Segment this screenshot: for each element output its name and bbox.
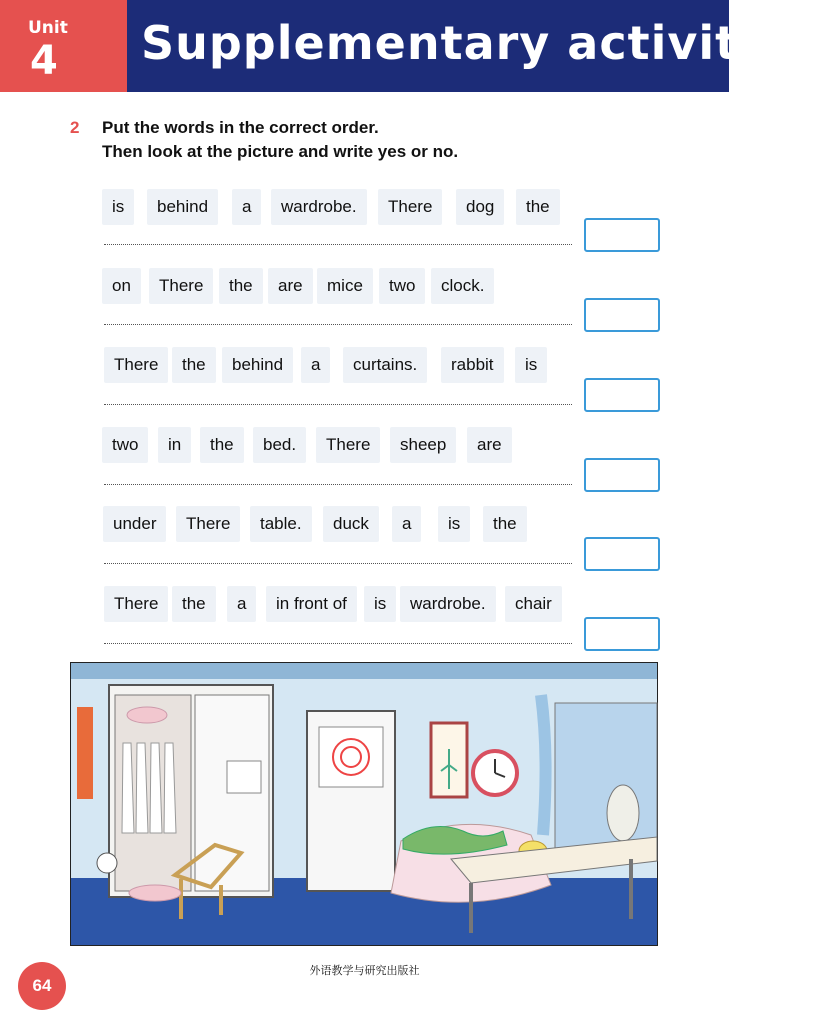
yes-no-answer-box-4[interactable] <box>584 458 660 492</box>
word-tile: the <box>516 189 560 225</box>
word-tile: is <box>438 506 470 542</box>
answer-writing-line-3[interactable] <box>104 404 572 405</box>
word-tile: a <box>232 189 261 225</box>
page-number: 64 <box>18 962 66 1010</box>
word-tile: is <box>102 189 134 225</box>
word-tile: on <box>102 268 141 304</box>
word-tile: is <box>515 347 547 383</box>
word-tile: under <box>103 506 166 542</box>
word-tile: duck <box>323 506 379 542</box>
word-tile: are <box>467 427 512 463</box>
word-tile: are <box>268 268 313 304</box>
word-tile: There <box>104 347 168 383</box>
yes-no-answer-box-1[interactable] <box>584 218 660 252</box>
unit-badge <box>0 0 127 92</box>
word-tile: two <box>102 427 148 463</box>
word-tile: the <box>483 506 527 542</box>
answer-writing-line-5[interactable] <box>104 563 572 564</box>
word-tile: dog <box>456 189 504 225</box>
word-row-5 <box>102 506 572 542</box>
answer-writing-line-6[interactable] <box>104 643 572 644</box>
word-tile: a <box>301 347 330 383</box>
word-tile: the <box>200 427 244 463</box>
word-tile: is <box>364 586 396 622</box>
unit-label: Unit <box>28 18 68 38</box>
yes-no-answer-box-2[interactable] <box>584 298 660 332</box>
instruction-line-2: Then look at the picture and write yes or no. <box>102 142 459 161</box>
word-row-1 <box>102 189 572 225</box>
word-tile: wardrobe. <box>400 586 496 622</box>
word-tile: chair <box>505 586 562 622</box>
word-tile: in front of <box>266 586 357 622</box>
word-tile: sheep <box>390 427 456 463</box>
word-tile: mice <box>317 268 373 304</box>
word-tile: curtains. <box>343 347 427 383</box>
answer-writing-line-2[interactable] <box>104 324 572 325</box>
word-tile: in <box>158 427 191 463</box>
word-tile: the <box>172 347 216 383</box>
title-banner <box>127 0 815 92</box>
word-tile: a <box>227 586 256 622</box>
word-tile: There <box>104 586 168 622</box>
page-title: Supplementary activities <box>141 16 815 70</box>
word-tile: rabbit <box>441 347 504 383</box>
word-tile: behind <box>222 347 293 383</box>
word-tile: the <box>219 268 263 304</box>
word-row-3 <box>102 347 572 383</box>
exercise-number: 2 <box>70 118 80 137</box>
yes-no-answer-box-6[interactable] <box>584 617 660 651</box>
bedroom-illustration <box>70 662 658 946</box>
word-row-4 <box>102 427 572 463</box>
unit-number: 4 <box>30 38 58 84</box>
yes-no-answer-box-3[interactable] <box>584 378 660 412</box>
word-tile: the <box>172 586 216 622</box>
word-tile: wardrobe. <box>271 189 367 225</box>
word-tile: bed. <box>253 427 306 463</box>
word-tile: There <box>316 427 380 463</box>
word-row-2 <box>102 268 572 304</box>
word-tile: two <box>379 268 425 304</box>
word-tile: a <box>392 506 421 542</box>
word-tile: behind <box>147 189 218 225</box>
bedroom-scene-svg <box>71 663 657 945</box>
answer-writing-line-1[interactable] <box>104 244 572 245</box>
instruction-line-1: Put the words in the correct order. <box>102 118 379 137</box>
word-tile: There <box>176 506 240 542</box>
answer-writing-line-4[interactable] <box>104 484 572 485</box>
word-tile: There <box>149 268 213 304</box>
word-tile: table. <box>250 506 312 542</box>
publisher-name: 外语教学与研究出版社 <box>309 965 420 977</box>
word-tile: There <box>378 189 442 225</box>
word-row-6 <box>102 586 572 622</box>
word-tile: clock. <box>431 268 494 304</box>
yes-no-answer-box-5[interactable] <box>584 537 660 571</box>
